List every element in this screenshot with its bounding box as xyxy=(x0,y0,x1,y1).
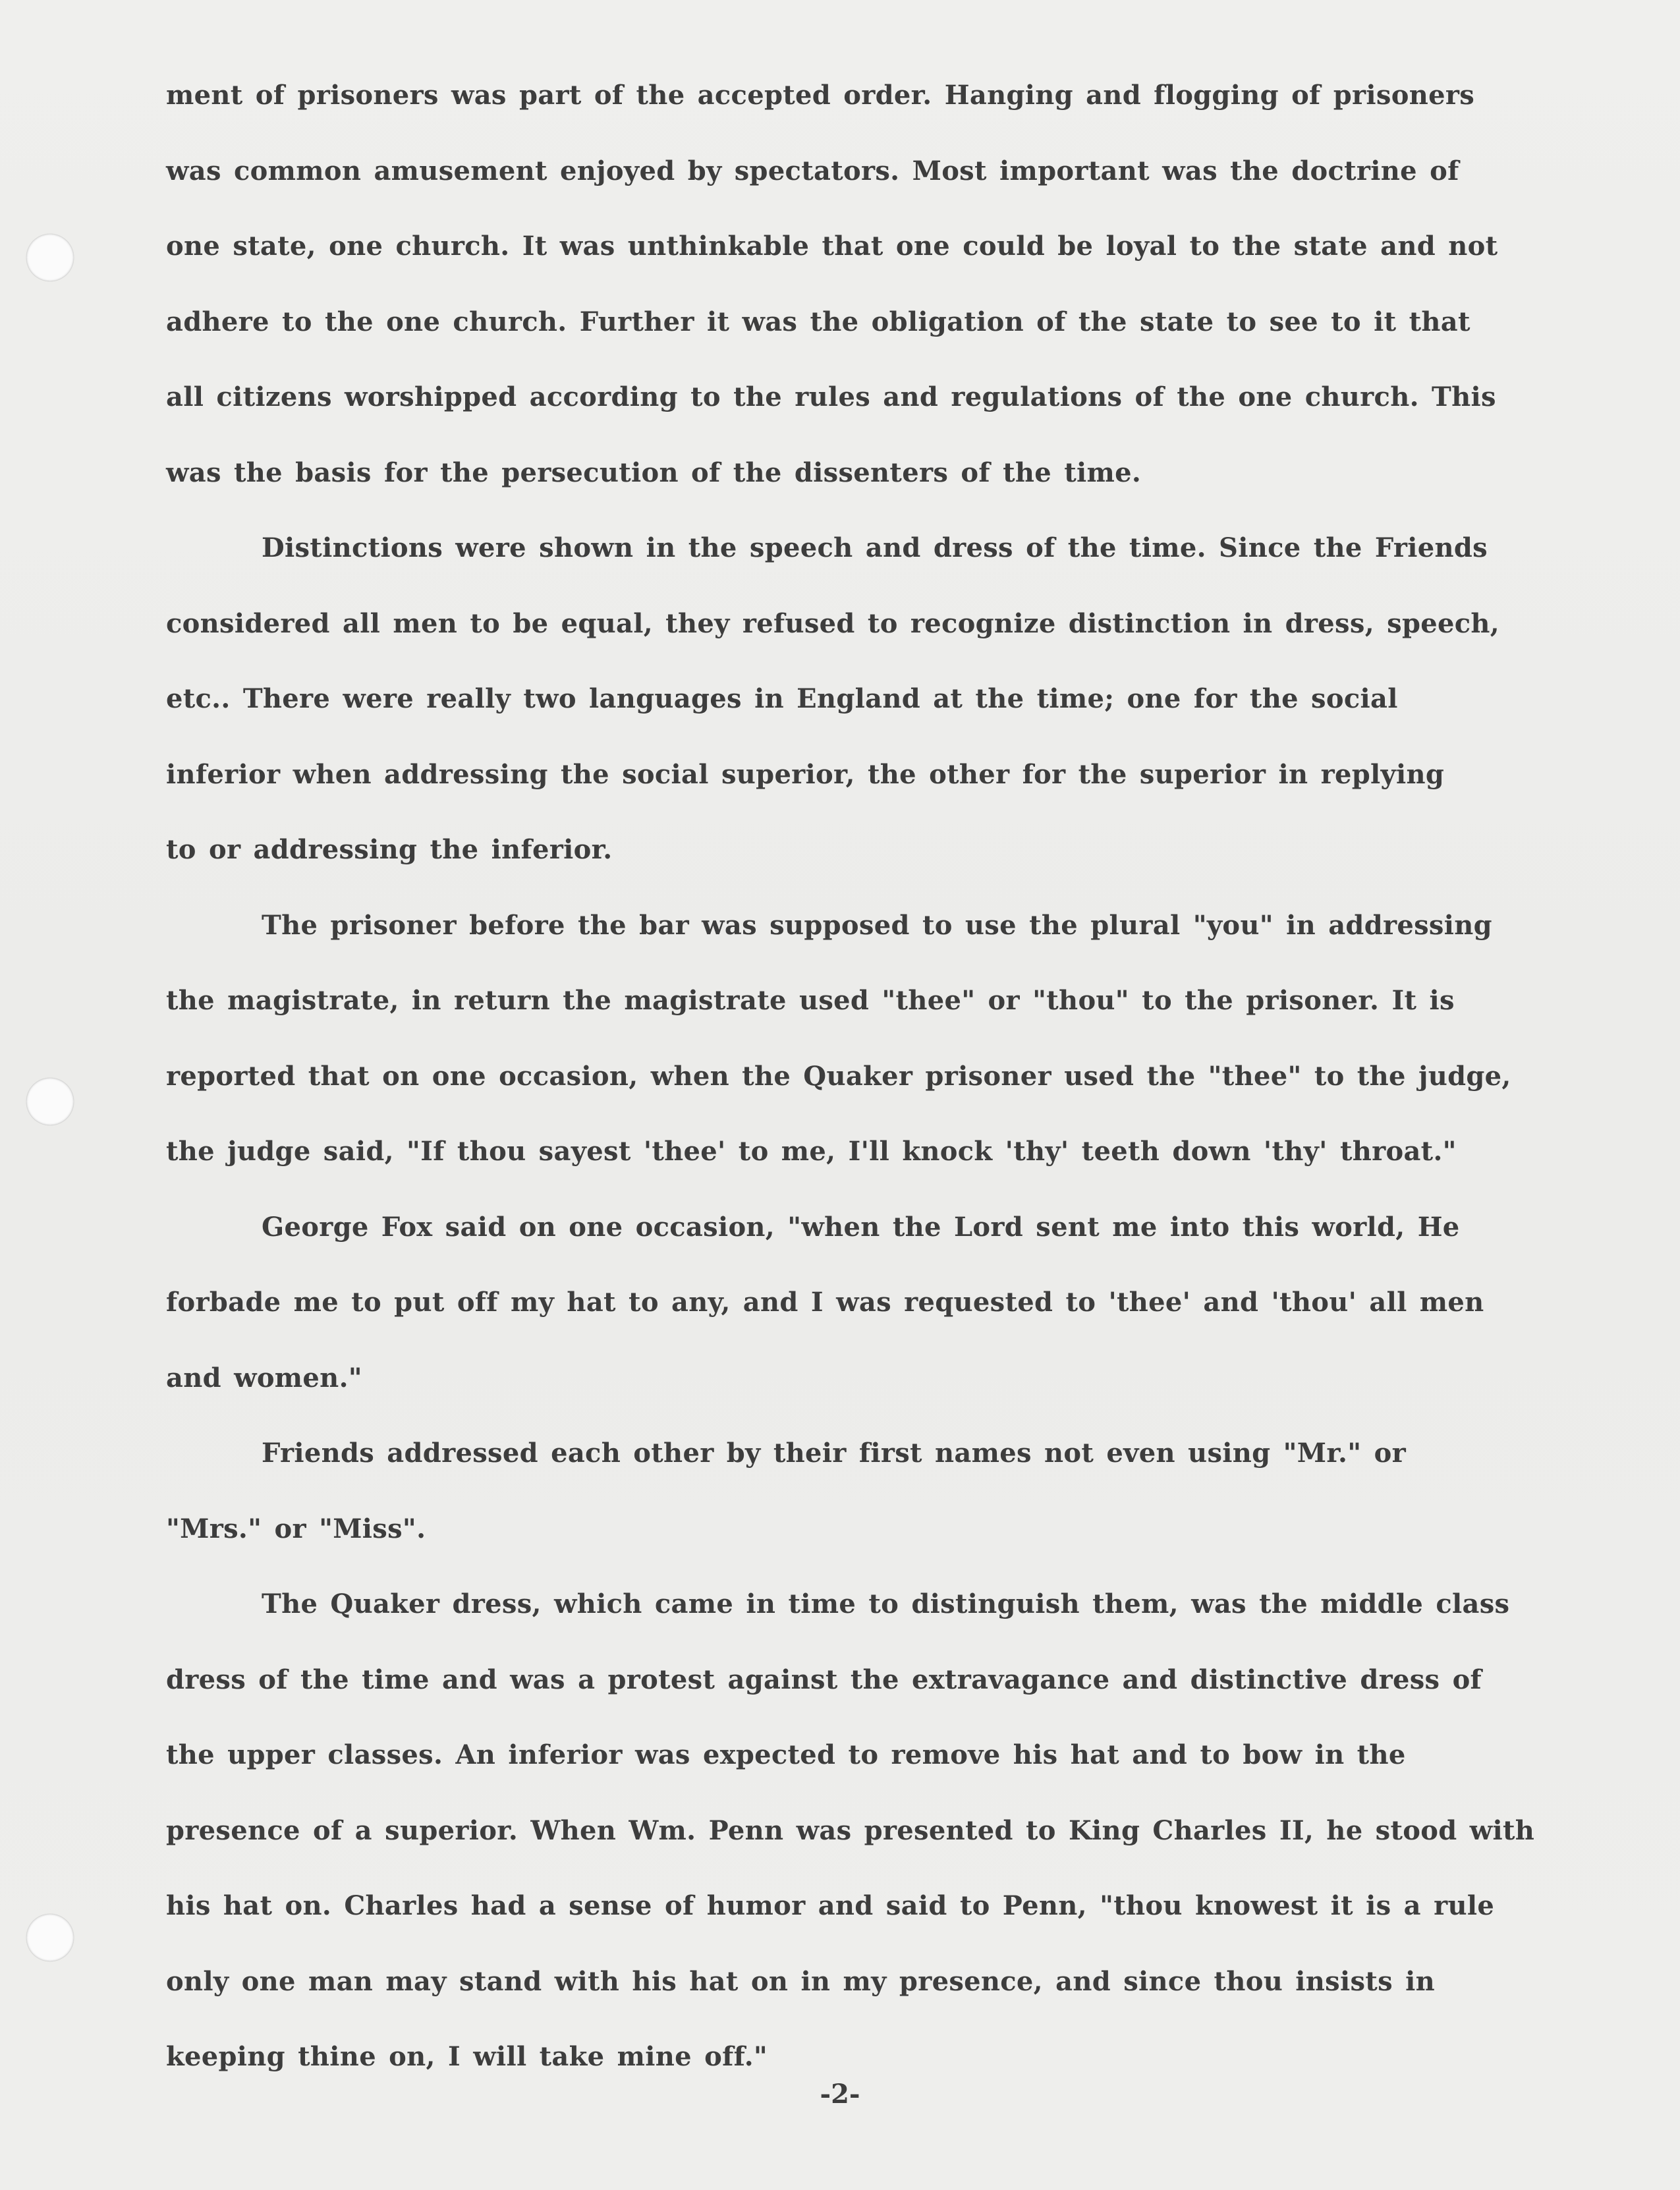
text-line: one state, one church. It was unthinkable that one could be loyal to the state and not xyxy=(166,231,1498,262)
text-line: all citizens worshipped according to the rules and regulations of the one church. This xyxy=(166,381,1496,412)
text-line: only one man may stand with his hat on in my presence, and since thou insists in xyxy=(166,1965,1436,1997)
page-number: -2- xyxy=(820,2079,860,2110)
text-line: presence of a superior. When Wm. Penn was presented to King Charles II, he stood with xyxy=(166,1814,1535,1846)
text-line: his hat on. Charles had a sense of humor and said to Penn, "thou knowest it is a rule xyxy=(166,1890,1495,1921)
text-line: to or addressing the inferior. xyxy=(166,834,613,865)
text-line: keeping thine on, I will take mine off." xyxy=(166,2041,768,2072)
text-line: ment of prisoners was part of the accepted order. Hanging and flogging of prisoners xyxy=(166,80,1475,111)
punch-hole-bottom xyxy=(26,1914,74,1961)
text-line: adhere to the one church. Further it was the obligation of the state to see to it that xyxy=(166,306,1470,337)
text-line: the magistrate, in return the magistrate used "thee" or "thou" to the prisoner. It is xyxy=(166,985,1455,1016)
text-line: and women." xyxy=(166,1362,362,1393)
text-line: was common amusement enjoyed by spectators. Most important was the doctrine of xyxy=(166,155,1459,186)
text-line: reported that on one occasion, when the Quaker prisoner used the "thee" to the judge, xyxy=(166,1060,1511,1092)
text-line: etc.. There were really two languages in England at the time; one for the social xyxy=(166,683,1398,714)
text-line: was the basis for the persecution of the dissenters of the time. xyxy=(166,457,1142,488)
text-line: inferior when addressing the social superior, the other for the superior in replying xyxy=(166,758,1445,790)
text-line: "Mrs." or "Miss". xyxy=(166,1513,426,1544)
text-line: dress of the time and was a protest against the extravagance and distinctive dress of xyxy=(166,1664,1482,1695)
punch-hole-top xyxy=(26,234,74,281)
text-line: Friends addressed each other by their first names not even using "Mr." or xyxy=(262,1438,1406,1469)
text-line: the judge said, "If thou sayest 'thee' to me, I'll knock 'thy' teeth down 'thy' throat." xyxy=(166,1136,1457,1167)
punch-hole-middle xyxy=(26,1078,74,1125)
text-line: forbade me to put off my hat to any, and I was requested to 'thee' and 'thou' all men xyxy=(166,1287,1484,1318)
text-line: considered all men to be equal, they refused to recognize distinction in dress, speech, xyxy=(166,607,1499,639)
text-line: George Fox said on one occasion, "when the Lord sent me into this world, He xyxy=(262,1211,1460,1243)
text-line: The prisoner before the bar was supposed to use the plural "you" in addressing xyxy=(262,909,1492,941)
text-line: the upper classes. An inferior was expected to remove his hat and to bow in the xyxy=(166,1739,1406,1770)
text-line: The Quaker dress, which came in time to distinguish them, was the middle class xyxy=(262,1588,1510,1619)
document-body-text xyxy=(166,58,1642,2095)
text-line: Distinctions were shown in the speech and dress of the time. Since the Friends xyxy=(262,532,1488,563)
